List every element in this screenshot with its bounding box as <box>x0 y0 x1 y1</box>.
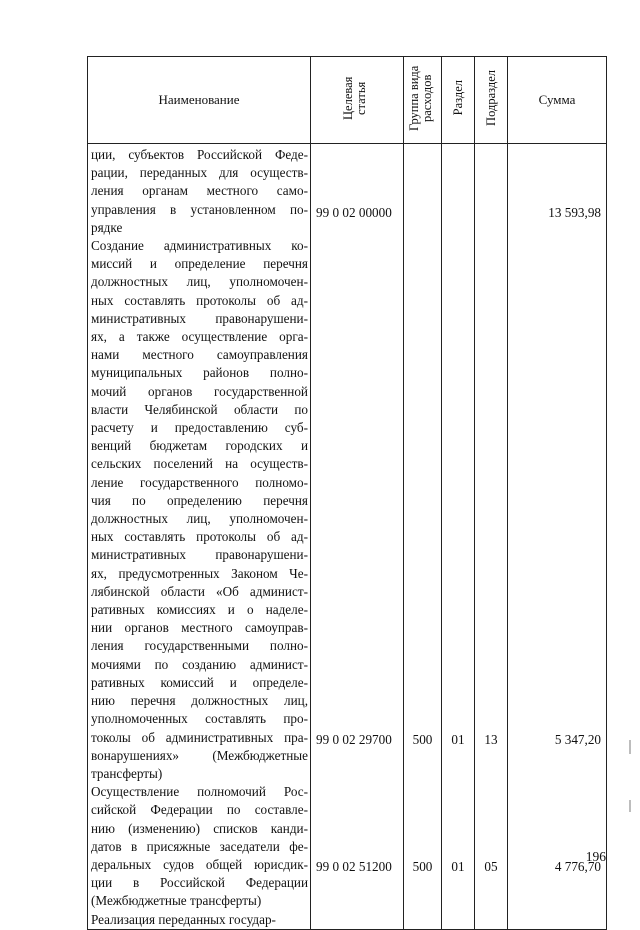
header-target-article <box>311 57 404 144</box>
scan-margin-mark <box>629 740 631 754</box>
row-1-sum: 13 593,98 <box>548 205 601 220</box>
name-line: управления в установленном по- <box>91 201 308 217</box>
budget-table <box>87 56 607 930</box>
row-2-subsection: 13 <box>484 732 498 747</box>
header-name <box>88 57 311 144</box>
row-2-name <box>91 237 308 783</box>
name-line: министративных правонарушени- <box>91 310 308 326</box>
name-line: ления государственными полно- <box>91 638 308 654</box>
table-body-row <box>88 144 607 930</box>
row-3-subsection: 05 <box>484 859 498 874</box>
name-line: нию перечня должностных лиц, <box>91 693 308 709</box>
header-section-label: Раздел <box>450 80 465 116</box>
name-line: ции в Российской Федерации <box>91 875 308 891</box>
name-line: уполномоченных составлять про- <box>91 711 308 727</box>
header-expense-group <box>404 57 442 144</box>
header-subsection <box>475 57 508 144</box>
header-target-article-label: Целевая статья <box>341 76 368 120</box>
name-line: ративных комиссиях и о наделе- <box>91 602 308 618</box>
row-3-code: 99 0 02 51200 <box>316 859 392 874</box>
name-line: должностных лиц, уполномочен- <box>91 274 308 290</box>
name-line: власти Челябинской области по <box>91 401 308 417</box>
header-name-label: Наименование <box>158 92 240 107</box>
header-section <box>442 57 475 144</box>
name-text <box>91 146 308 929</box>
header-sum <box>508 57 607 144</box>
name-line: венций бюджетам городских и <box>91 438 308 454</box>
name-line: датов в присяжные заседатели фе- <box>91 838 308 854</box>
row-2-group: 500 <box>412 732 433 747</box>
name-line: ях, а также осуществление орга- <box>91 329 308 345</box>
name-line: рядке <box>91 219 123 235</box>
name-line: (Межбюджетные трансферты) <box>91 893 262 909</box>
name-line: ях, предусмотренных Законом Че- <box>91 565 308 581</box>
row-3-name <box>91 783 308 910</box>
name-line: сийской Федерации по составле- <box>91 802 308 818</box>
name-line: миссий и определение перечня <box>91 256 308 272</box>
row-3-group: 500 <box>412 859 433 874</box>
name-line: муниципальных районов полно- <box>91 365 308 381</box>
name-line: ративных комиссий и определе- <box>91 674 308 690</box>
name-line: министративных правонарушени- <box>91 547 308 563</box>
row-2-section: 01 <box>451 732 465 747</box>
scan-margin-mark <box>629 800 631 812</box>
name-line: ных составлять протоколы об ад- <box>91 529 308 545</box>
name-line: рации, переданных для осуществ- <box>91 165 308 181</box>
row-3-sum: 4 776,70 <box>554 859 601 874</box>
table-header-row <box>88 57 607 144</box>
code-cell <box>311 144 404 930</box>
subsection-cell <box>475 144 508 930</box>
name-line: чия по определению перечня <box>91 492 308 508</box>
name-line: трансферты) <box>91 765 163 781</box>
name-line: нию (изменению) списков канди- <box>91 820 308 836</box>
row-1-code: 99 0 02 00000 <box>316 205 392 220</box>
name-line: лябинской области «Об админист- <box>91 583 308 599</box>
name-line: ления органам местного само- <box>91 183 308 199</box>
name-line: сельских поселений на осуществ- <box>91 456 308 472</box>
name-line: ных составлять протоколы об ад- <box>91 292 308 308</box>
row-2-sum: 5 347,20 <box>554 732 601 747</box>
name-line: деральных судов общей юрисдик- <box>91 856 308 872</box>
name-line: нами местного самоуправления <box>91 347 308 363</box>
sum-cell <box>508 144 607 930</box>
name-cell <box>88 144 311 930</box>
name-line: расчету и предоставлению суб- <box>91 420 308 436</box>
name-line: вонарушениях» (Межбюджетные <box>91 747 308 763</box>
name-line: ции, субъектов Российской Феде- <box>91 147 308 162</box>
name-line: Осуществление полномочий Рос- <box>91 784 308 800</box>
row-1-name <box>91 146 308 237</box>
name-line: должностных лиц, уполномочен- <box>91 511 308 527</box>
name-line: токолы об административных пра- <box>91 729 308 745</box>
name-line: ление государственного полномо- <box>91 474 308 490</box>
row-3-section: 01 <box>451 859 465 874</box>
name-line: нии органов местного самоуправ- <box>91 620 308 636</box>
name-line: Реализация переданных государ- <box>91 911 276 927</box>
header-sum-label: Сумма <box>538 92 576 107</box>
name-line: мочиями по созданию админист- <box>91 656 308 672</box>
row-4-name <box>91 911 308 929</box>
group-cell <box>404 144 442 930</box>
header-expense-group-label: Группа вида расходов <box>406 65 434 131</box>
row-2-code: 99 0 02 29700 <box>316 732 392 747</box>
name-line: мочий органов государственной <box>91 383 308 399</box>
header-subsection-label: Подраздел <box>483 70 498 126</box>
section-cell <box>442 144 475 930</box>
page-number: 196 <box>585 849 606 864</box>
name-line: Создание административных ко- <box>91 238 308 254</box>
